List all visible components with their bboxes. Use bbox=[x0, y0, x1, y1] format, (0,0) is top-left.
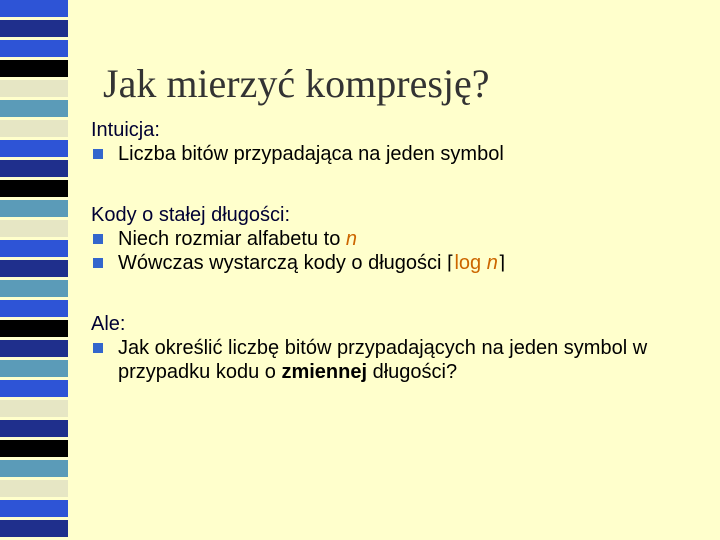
bullet-text-end: długości? bbox=[367, 361, 458, 383]
bold-word: zmiennej bbox=[281, 361, 368, 383]
decorative-strip bbox=[0, 0, 68, 540]
list-item bbox=[91, 227, 691, 251]
slide-title: Jak mierzyć kompresję? bbox=[103, 61, 490, 106]
strip-block bbox=[0, 120, 68, 140]
strip-block bbox=[0, 280, 68, 300]
strip-block bbox=[0, 360, 68, 380]
square-bullet-icon bbox=[93, 234, 103, 244]
square-bullet-icon bbox=[93, 149, 103, 159]
strip-block bbox=[0, 440, 68, 460]
log-text: log bbox=[454, 252, 487, 274]
strip-block bbox=[0, 400, 68, 420]
bullet-text: Wówczas wystarczą kody o długości bbox=[118, 252, 448, 274]
strip-block bbox=[0, 200, 68, 220]
section-heading-but: Ale: bbox=[91, 313, 126, 335]
strip-block bbox=[0, 460, 68, 480]
strip-block bbox=[0, 320, 68, 340]
strip-block bbox=[0, 80, 68, 100]
strip-block bbox=[0, 180, 68, 200]
ceil-left-symbol: ⌈ bbox=[447, 252, 455, 274]
strip-block bbox=[0, 40, 68, 60]
square-bullet-icon bbox=[93, 258, 103, 268]
bullet-text: Liczba bitów przypadająca na jeden symbol bbox=[118, 143, 504, 165]
strip-block bbox=[0, 100, 68, 120]
strip-block bbox=[0, 340, 68, 360]
section-heading-fixed-length: Kody o stałej długości: bbox=[91, 204, 291, 226]
square-bullet-icon bbox=[93, 343, 103, 353]
variable-n: n bbox=[486, 252, 498, 274]
list-item bbox=[91, 251, 691, 275]
bullet-text: Jak określić liczbę bitów przypadających na jeden symbol w przypadku kodu o bbox=[118, 337, 648, 383]
ceil-right-symbol: ⌉ bbox=[497, 252, 506, 274]
strip-block bbox=[0, 500, 68, 520]
list-item bbox=[91, 336, 691, 384]
bullet-text: Niech rozmiar alfabetu to bbox=[118, 228, 346, 250]
list-item bbox=[91, 142, 691, 166]
strip-block bbox=[0, 480, 68, 500]
strip-block bbox=[0, 20, 68, 40]
variable-n: n bbox=[345, 228, 358, 250]
strip-block bbox=[0, 160, 68, 180]
strip-block bbox=[0, 140, 68, 160]
strip-block bbox=[0, 60, 68, 80]
strip-block bbox=[0, 380, 68, 400]
strip-block bbox=[0, 520, 68, 540]
strip-block bbox=[0, 220, 68, 240]
strip-block bbox=[0, 240, 68, 260]
strip-block bbox=[0, 300, 68, 320]
strip-block bbox=[0, 260, 68, 280]
strip-block bbox=[0, 0, 68, 20]
slide-content bbox=[91, 118, 691, 384]
section-heading-intuition: Intuicja: bbox=[91, 119, 160, 141]
strip-block bbox=[0, 420, 68, 440]
